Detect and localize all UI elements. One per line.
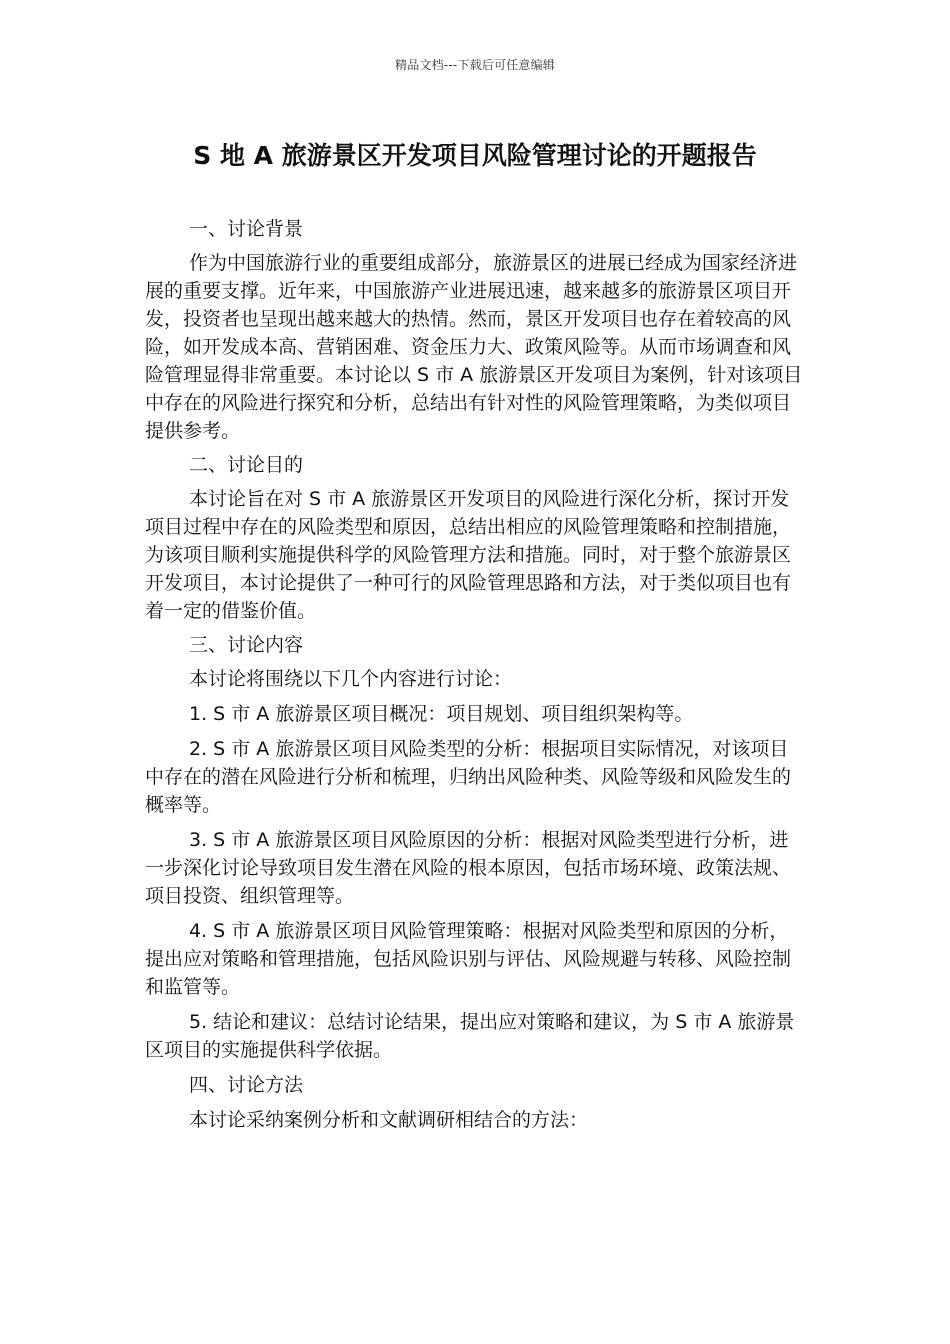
paragraph-method: 本讨论采纳案例分析和文献调研相结合的方法： — [189, 1109, 589, 1131]
section-heading-content: 三、讨论内容 — [189, 634, 304, 656]
list-item-content-5: 5. 结论和建议：总结讨论结果，提出应对策略和建议，为 S 市 A 旅游景区项目的实施提供科学依据。 — [145, 1011, 795, 1061]
list-item-content-2: 2. S 市 A 旅游景区项目风险类型的分析：根据项目实际情况，对该项目中存在的潜在风险进行分析和梳理，归纳出风险种类、风险等级和风险发生的概率等。 — [145, 738, 792, 816]
paragraph-background: 作为中国旅游行业的重要组成部分，旅游景区的进展已经成为国家经济进展的重要支撑。近年来，中国旅游产业进展迅速，越来越多的旅游景区项目开发，投资者也呈现出越来越大的热情。然而，景区开发项目也存在着较高的风险，如开发成本高、营销困难、资金压力大、政策风险等。从而市场调查和风险管理显得非常重要。本讨论以 S 市 A 旅游景区开发项目为案例，针对该项目中存在的风险进行探究和分析，总结出有针对性的风险管理策略，为类似项目提供参考。 — [145, 252, 803, 442]
section-heading-purpose: 二、讨论目的 — [189, 454, 304, 476]
paragraph-content-intro: 本讨论将围绕以下几个内容进行讨论： — [189, 668, 513, 690]
list-item-content-1: 1. S 市 A 旅游景区项目概况：项目规划、项目组织架构等。 — [189, 703, 694, 725]
paragraph-purpose: 本讨论旨在对 S 市 A 旅游景区开发项目的风险进行深化分析，探讨开发项目过程中存在的风险类型和原因，总结出相应的风险管理策略和控制措施，为该项目顺利实施提供科学的风险管理方法和措施。同时，对于整个旅游景区开发项目，本讨论提供了一种可行的风险管理思路和方法，对于类似项目也有着一定的借鉴价值。 — [145, 488, 792, 622]
page-header: 精品文档---下载后可任意编辑 — [395, 58, 555, 72]
document-title: S 地 A 旅游景区开发项目风险管理讨论的开题报告 — [193, 141, 757, 170]
list-item-content-4: 4. S 市 A 旅游景区项目风险管理策略：根据对风险类型和原因的分析，提出应对策略和管理措施，包括风险识别与评估、风险规避与转移、风险控制和监管等。 — [145, 920, 792, 998]
document-body — [145, 215, 805, 1134]
section-heading-background: 一、讨论背景 — [189, 218, 304, 240]
section-heading-method: 四、讨论方法 — [189, 1074, 304, 1096]
list-item-content-3: 3. S 市 A 旅游景区项目风险原因的分析：根据对风险类型进行分析，进一步深化讨论导致项目发生潜在风险的根本原因，包括市场环境、政策法规、项目投资、组织管理等。 — [145, 829, 792, 907]
